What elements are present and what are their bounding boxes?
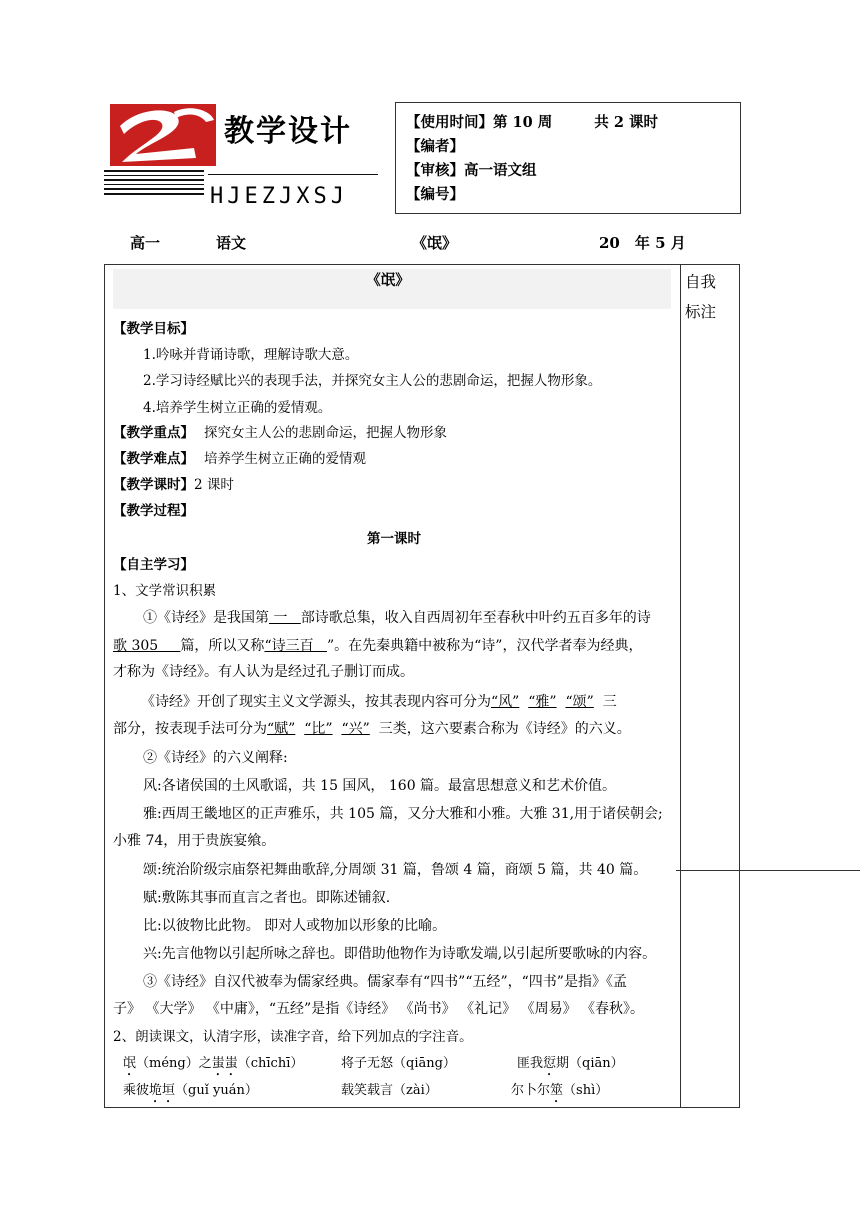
- w1-pinyin: （méng）之: [136, 1056, 212, 1071]
- key-text: 探究女主人公的悲剧命运，把握人物形象: [204, 425, 447, 441]
- para-2-line-1: [141, 691, 617, 711]
- w1-pinyin-2: （chīchī）: [237, 1056, 304, 1071]
- w6-text-a: 尔卜尔: [511, 1083, 551, 1098]
- para-3: ②《诗经》的六义阐释:: [143, 750, 288, 766]
- p5-answer-bi: “比”: [304, 721, 333, 737]
- w6-pinyin: （shì）: [563, 1083, 609, 1098]
- side-annotation: [685, 267, 716, 327]
- para-classics-line-1: ③《诗经》自汉代被奉为儒家经典。儒家奉有“四书”“五经”，“四书”是指》《孟: [143, 974, 627, 990]
- reviewer-label: 【审核】: [406, 162, 464, 179]
- info-box: [395, 102, 741, 214]
- pinyin-item-6: [511, 1079, 608, 1106]
- key-label: 【教学重点】: [113, 425, 194, 441]
- para-1-line-1: [143, 607, 651, 627]
- difficulty-label: 【教学难点】: [113, 451, 194, 467]
- lesson-title: 《氓》: [412, 234, 458, 252]
- number-label: 【编号】: [406, 186, 464, 203]
- para-xing: 兴:先言他物以引起所咏之辞也。即借助他物作为诗歌发端,以引起所要歌咏的内容。: [143, 946, 657, 962]
- hours-text: 2 课时: [194, 477, 234, 493]
- w3-dotted: 愆: [543, 1056, 557, 1071]
- pinyin-item-4: [123, 1079, 258, 1106]
- w4-pinyin: （guǐ yuán）: [175, 1083, 258, 1098]
- logo-code: HJEZJXSJ: [210, 184, 348, 209]
- info-time-row: [406, 111, 730, 135]
- section-1-heading: 1、文学常识积累: [113, 583, 217, 599]
- p4-text-e: 三: [602, 694, 617, 710]
- p2-answer-1: [113, 638, 180, 654]
- editor-label: 【编者】: [406, 138, 464, 155]
- date: 20 年 5 月: [599, 234, 686, 252]
- para-fu: 赋:敷陈其事而直言之者也。即陈述铺叙.: [143, 890, 391, 906]
- w1-dotted: 氓: [123, 1056, 137, 1071]
- p1-text-a: ①《诗经》是我国第: [143, 610, 269, 626]
- p5-answer-fu: “赋”: [267, 721, 296, 737]
- w3-text-a: 匪我: [517, 1056, 544, 1071]
- p2-answer-1-text: 歌 305: [113, 638, 159, 654]
- goal-1: 1.吟咏并背诵诗歌，理解诗歌大意。: [143, 347, 359, 363]
- p2-text-b: 篇，所以又称: [180, 638, 265, 654]
- info-reviewer-row: [406, 159, 730, 183]
- p2-answer-2-text: “诗三百: [264, 638, 314, 654]
- p1-answer: [269, 610, 301, 626]
- para-1-line-3: 才称为《诗经》。有人认为是经过孔子删订而成。: [113, 664, 414, 680]
- pinyin-item-2: 将子无怒（qiāng）: [341, 1056, 456, 1071]
- self-study-heading: 【自主学习】: [113, 557, 194, 573]
- difficulty-text: 培养学生树立正确的爱情观: [204, 451, 366, 467]
- hours-row: [113, 473, 234, 493]
- goal-3: 4.培养学生树立正确的爱情观。: [143, 400, 332, 416]
- p2-text-d: ”。在先秦典籍中被称为“诗”，汉代学者奉为经典，: [326, 638, 643, 654]
- w3-pinyin: 期（qiān）: [556, 1056, 624, 1071]
- grade: 高一: [130, 234, 161, 252]
- side-label-1: 自我: [685, 273, 717, 291]
- hours-label: 【教学课时】: [113, 477, 194, 493]
- subject: 语文: [216, 234, 247, 252]
- w1-dotted-2: 蚩蚩: [211, 1056, 238, 1071]
- key-point-row: [113, 421, 447, 441]
- para-song: 颂:统治阶级宗庙祭祀舞曲歌辞,分周颂 31 篇，鲁颂 4 篇，商颂 5 篇，共 40 篇。: [143, 862, 648, 878]
- pinyin-item-5: 载笑载言（zài）: [341, 1083, 438, 1098]
- margin-rule: [676, 870, 860, 871]
- p4-answer-ya: “雅”: [528, 694, 557, 710]
- pinyin-item-3: [517, 1052, 624, 1079]
- para-ya-line-1: 雅:西周王畿地区的正声雅乐，共 105 篇，又分大雅和小雅。大雅 31,用于诸侯朝会;: [143, 806, 663, 822]
- periods-value: 共 2 课时: [594, 114, 658, 131]
- process-heading: 【教学过程】: [113, 503, 194, 519]
- p4-answer-song: “颂”: [565, 694, 594, 710]
- para-1-line-2: [113, 635, 642, 655]
- para-ya-line-2: 小雅 74，用于贵族宴飨。: [113, 833, 276, 849]
- p5-text-a: 部分，按表现手法可分为: [113, 721, 267, 737]
- p1-answer-text: 一: [273, 610, 288, 626]
- lesson-table: [104, 264, 740, 1108]
- p2-answer-2: [264, 638, 327, 654]
- para-2-line-2: [113, 718, 631, 738]
- pinyin-item-1: [123, 1052, 303, 1079]
- side-divider: [680, 265, 681, 1107]
- logo-title: 教学设计: [224, 114, 352, 149]
- difficulty-row: [113, 447, 366, 467]
- para-bi: 比:以彼物比此物。 即对人或物加以形象的比喻。: [143, 918, 447, 934]
- goal-2: 2.学习诗经赋比兴的表现手法，并探究女主人公的悲剧命运，把握人物形象。: [143, 373, 602, 389]
- logo-rule: [208, 174, 378, 175]
- reviewer-value: 高一语文组: [464, 162, 537, 179]
- w4-dotted: 垝垣: [149, 1083, 176, 1098]
- time-label: 【使用时间】: [406, 114, 493, 131]
- main-title: 《氓》: [366, 272, 410, 289]
- first-period-heading: 第一课时: [367, 531, 421, 547]
- para-feng: 风:各诸侯国的土风歌谣，共 15 国风， 160 篇。最富思想意义和艺术价值。: [143, 778, 617, 794]
- logo: [104, 100, 376, 212]
- p1-text-c: 部诗歌总集，收入自西周初年至春秋中叶约五百多年的诗: [300, 610, 651, 626]
- side-label-2: 标注: [685, 303, 717, 321]
- para-classics-line-2: 子》 《大学》 《中庸》，“五经”是指《诗经》 《尚书》 《礼记》 《周易》 《春秋》。: [113, 1001, 645, 1017]
- logo-swoosh-icon: [110, 104, 216, 166]
- goals-heading: 【教学目标】: [113, 321, 194, 337]
- section-2-heading: 2、朗读课文，认清字形，读准字音，给下列加点的字注音。: [113, 1029, 473, 1045]
- logo-emblem: [110, 104, 216, 166]
- w4-text-a: 乘彼: [123, 1083, 150, 1098]
- p5-text-e: 三类，这六要素合称为《诗经》的六义。: [378, 721, 631, 737]
- logo-stripes: [104, 170, 204, 198]
- w6-dotted: 筮: [550, 1083, 564, 1098]
- p5-answer-xing: “兴”: [341, 721, 370, 737]
- time-value: 第 10 周: [493, 114, 553, 131]
- p4-answer-feng: “风”: [491, 694, 520, 710]
- p4-text-a: 《诗经》开创了现实主义文学源头，按其表现内容可分为: [141, 694, 491, 710]
